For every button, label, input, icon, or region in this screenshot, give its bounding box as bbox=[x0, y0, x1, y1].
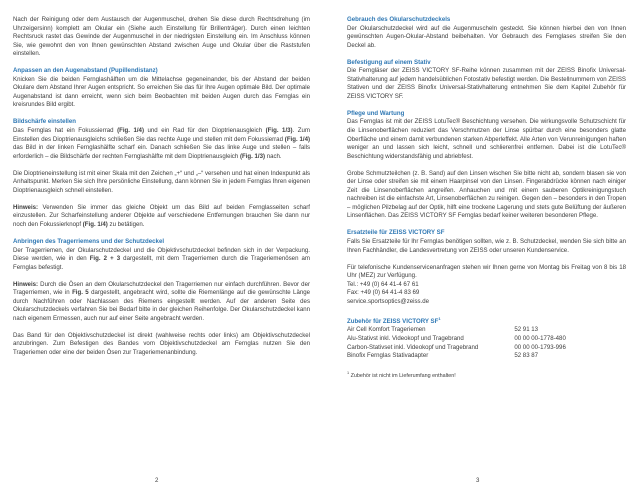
accessory-order-number: 00 00 00-1793-996 bbox=[514, 343, 566, 351]
accessory-row bbox=[347, 326, 579, 335]
accessory-order-number: 00 00 00-1778-480 bbox=[514, 334, 566, 342]
pupil-distance-text: Knicken Sie die beiden Fernglashälften um die Mittelachse gegeneinander, bis der Abstand der beiden Okulare dem Abstand Ihrer Augen entspricht. So erreichen Sie das für Ihre Augen optimale Bild. Der optimale Augenabstand ist dann erreicht, wenn sich beim Beobachten mit beiden Augen durch das Fernglas ein kreisrundes Bild ergibt. bbox=[13, 75, 310, 109]
spare-parts-text: Falls Sie Ersatzteile für Ihr Fernglas benötigen sollten, wie z. B. Schutzdeckel, wenden Sie sich bitte an Ihren Fachhändler, die Landesvertretung von ZEISS oder unseren Kundenservice. bbox=[347, 238, 626, 254]
accessory-name: Carbon-Stativset inkl. Videokopf und Tragebrand bbox=[347, 343, 479, 351]
section-focus bbox=[13, 118, 310, 161]
accessory-name: Air Cell Komfort Trageriemen bbox=[347, 326, 426, 334]
footnote-marker: 1 bbox=[438, 315, 441, 321]
focus-text bbox=[13, 127, 310, 161]
section-strap bbox=[13, 238, 310, 272]
figure-ref: Fig. 5 bbox=[72, 289, 89, 297]
page-number-left: 2 bbox=[155, 477, 159, 484]
section-tripod bbox=[347, 59, 626, 102]
hint-text-2: dargestellt, angebracht wird, sollte die Riemenlänge auf die gewünschte Länge durch Nachführen oder Nachlassen des Riemens eingestellt werden. Auf der anderen Seite des Okularschutzdeckels verfahren Sie bei Bedarf bitte in der gleichen Reihenfolge. Der Okularschutzdeckel kann nach eigenem Ermessen, auch nur auf einer Seite angebracht werden. bbox=[13, 289, 310, 322]
hint-text-1: Durch die Ösen an dem Okularschutzdeckel den Tragerriemen nur einfach durchführen. Bevor der Tragerriemen, wie in bbox=[13, 280, 310, 297]
service-hours-text: Für telefonische Kundenservicenanfragen stehen wir Ihnen gerne von Montag bis Freitag von 8 bis 18 Uhr (MEZ) zur Verfügung. bbox=[347, 263, 626, 280]
accessory-row bbox=[347, 344, 579, 353]
section-eyecup-use bbox=[347, 16, 626, 50]
heading-accessories bbox=[347, 315, 626, 327]
accessory-order-number: 52 83 87 bbox=[514, 352, 539, 360]
focus-text-1: Das Fernglas hat ein Fokussierrad bbox=[13, 127, 118, 135]
footnote-text: Zubehör ist nicht im Lieferumfang enthalten! bbox=[349, 372, 456, 379]
page-number-right: 3 bbox=[476, 477, 480, 484]
strap-text-1: Der Tragerriemen, der Okularschutzdeckel und die Objektivschutzdeckel befinden sich in der Verpackung. Diese werden, wie in den bbox=[13, 246, 310, 263]
hint-text-2: zu betätigen. bbox=[107, 220, 145, 228]
heading-care: Pflege und Wartung bbox=[347, 109, 405, 117]
accessory-row bbox=[347, 335, 579, 344]
hint-text-1: Verwenden Sie immer das gleiche Objekt um das Bild auf beiden Fernglasseiten scharf einzustellen. Zur Scharfeinstellung anderer Objekte auf verschiedene Entfernungen brauchen Sie dann nur noch den Fokussierknopf bbox=[13, 203, 310, 228]
focus-text-4: das Bild in der linken Fernglashälfte scharf ein. Danach schließen Sie das linke Auge und stellen – falls erforderlich – die Bildschärfe der rechten Fernglashälfte mit dem Dioptrienausgleich bbox=[13, 144, 310, 160]
eyecup-use-text: Der Okularschutzdeckel wird auf die Augenmuscheln gesteckt. Sie können hierbei den von Ihnen gewünschten Augen-Okular-Abstand beibehalten. Vor Gebrauch des Fernglases streifen Sie den Deckel ab. bbox=[347, 24, 626, 49]
strap-text-2: dargestellt, mit dem Tragerriemen durch die Trageriemenösen am Fernglas befestigt. bbox=[13, 255, 311, 271]
accessories-table bbox=[347, 326, 579, 360]
diopter-scale-text: Die Dioptrieneinstellung ist mit einer Skala mit den Zeichen „+“ und „–“ versehen und hat einen Indexpunkt als Anhaltspunkt. Merken Sie sich Ihre persönliche Einstellung, dann können Sie in jedem Fernglas Ihren eigenen Dioptrienausgleich schnell einstellen. bbox=[13, 169, 310, 194]
accessory-name: Binofix Fernglas Stativadapter bbox=[347, 352, 429, 360]
accessory-name: Alu-Stativst inkl. Videokopf und Tragebrand bbox=[347, 334, 464, 342]
hint-strap bbox=[13, 281, 310, 324]
focus-text-2: und ein Rad für den Dioptrienausgleich bbox=[143, 127, 266, 135]
heading-pupil-distance: Anpassen an den Augenabstand (Pupillendistanz) bbox=[13, 67, 158, 75]
accessory-row bbox=[347, 352, 579, 361]
focus-text-5: nach. bbox=[265, 152, 282, 160]
accessories-footnote bbox=[347, 369, 626, 380]
care-text-cleaning: Grobe Schmutzteilchen (z. B. Sand) auf den Linsen wischen Sie bitte nicht ab, sondern blasen sie von der Linse oder streifen sie mit einem Haarpinsel von den Linsen. Fingerabdrücke können nach einiger Zeit die Linsenoberflächen angreifen. Anhauchen und mit einem sauberen Optikreinigungstuch nachreiben ist die einfachste Art, Linsenoberflächen zu reinigen. Gegen den – besonders in den Tropen – möglichen Pilzbelag auf der Optik, hilft eine trockene Lagerung und stets gute Belüftung der äußeren Linsenflächen. Das ZEISS VICTORY SF Fernglas bedarf keiner weiteren besonderen Pflege. bbox=[347, 169, 626, 220]
phone-number: Tel.: +49 (0) 64 41-4 67 61 bbox=[347, 280, 419, 288]
section-pupil-distance bbox=[13, 67, 310, 110]
figure-ref: (Fig. 1/4) bbox=[82, 220, 108, 228]
right-column bbox=[347, 16, 626, 380]
figure-ref: (Fig. 1/3) bbox=[239, 152, 265, 160]
eyecup-reset-paragraph: Nach der Reinigung oder dem Austausch der Augenmuschel, drehen Sie diese durch Rechtsdrehung (im Uhrzeigersinn) komplett am Okular ein (Siehe auch Einstellung für Brillenträger). Durch einen leichten Rechtsruck rastet das Gewinde der Augenmuschel in der niedrigsten Einstellung ein. Im Anschluss können Sie, wie gewohnt den von Ihnen gewünschten Abstand zwischen Auge und Okular über die Raststufen einstellen. bbox=[13, 16, 310, 58]
figure-ref: (Fig. 1/4) bbox=[117, 127, 144, 135]
heading-eyecup-use: Gebrauch des Okularschutzdeckels bbox=[347, 16, 451, 23]
heading-tripod: Befestigung auf einem Stativ bbox=[347, 58, 431, 66]
lens-cap-band-text: Das Band für den Objektivschutzdeckel ist direkt (wahlweise rechts oder links) am Objektivschutzdeckel anzubringen. Zum Befestigen des Bandes vom Objektivschutzdeckel am Fernglas nutzen Sie den Trageriemen oder eine der beiden Ösen zur Trageriemenanbindung. bbox=[13, 331, 310, 356]
hint-label: Hinweis: bbox=[13, 203, 39, 211]
heading-accessories-text: Zubehör für ZEISS VICTORY SF bbox=[347, 317, 439, 325]
care-text-lotutec: Das Fernglas ist mit der ZEISS LotuTec® Beschichtung versehen. Die wirkungsvolle Schutzschicht für die Linsenoberflächen reduziert das Verschmutzen der Linse spürbar durch eine besonders glatte Oberfläche und einem damit verbundenen starken Abperleffekt. Alle Arten von Verunreinigungen haften weniger an und lassen sich leicht, schnell und schlierenfrei entfernen. Dabei ist die LotuTec® Beschichtung widerstandsfähig und abriebfest. bbox=[347, 118, 626, 160]
footnote-marker: 1 bbox=[347, 371, 350, 376]
left-column bbox=[13, 16, 310, 358]
heading-spare-parts: Ersatzteile für ZEISS VICTORY SF bbox=[347, 229, 445, 237]
figure-ref: Fig. 2 + 3 bbox=[89, 255, 121, 263]
fax-number: Fax: +49 (0) 64 41-4 83 69 bbox=[347, 289, 420, 297]
accessory-order-number: 52 91 13 bbox=[514, 326, 539, 334]
hint-focus bbox=[13, 204, 310, 230]
strap-text bbox=[13, 247, 310, 273]
hint-label: Hinweis: bbox=[13, 280, 39, 288]
figure-ref: (Fig. 1/4) bbox=[284, 135, 310, 143]
service-email-link[interactable]: service.sportsoptics@zeiss.de bbox=[347, 297, 430, 305]
figure-ref: (Fig. 1/3) bbox=[265, 127, 293, 135]
section-care bbox=[347, 110, 626, 221]
heading-focus: Bildschärfe einstellen bbox=[13, 118, 76, 126]
tripod-text: Die Ferngläser der ZEISS VICTORY SF-Reihe können zusammen mit der ZEISS Binofix Universal-Stativhalterung auf jedem handelsüblichen Fotostativ befestigt werden. Die Bestellnummern von ZEISS Stativen und der ZEISS Binofix Universal-Stativhalterung entnehmen Sie dem Kapitel Zubehör für ZEISS VICTORY SF. bbox=[347, 67, 626, 100]
section-spare-parts bbox=[347, 229, 626, 306]
heading-strap: Anbringen des Tragerriemens und der Schutzdeckel bbox=[13, 237, 165, 245]
focus-text-3: . Zum Einstellen des Dioptrienausgleichs schließen Sie das rechte Auge und stellen mit dem Fokussierrad bbox=[13, 127, 310, 143]
